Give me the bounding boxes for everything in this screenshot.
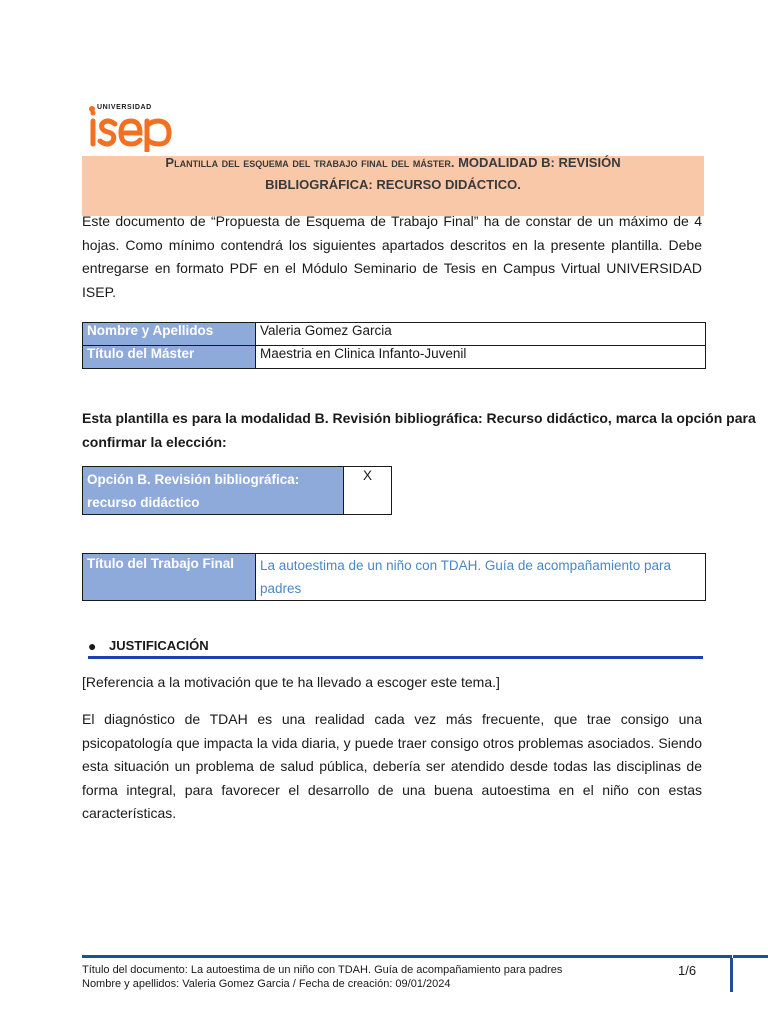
- footer-rule: [82, 955, 732, 958]
- name-label: Nombre y Apellidos: [83, 323, 256, 346]
- banner-title-line2: BIBLIOGRÁFICA: RECURSO DIDÁCTICO.: [265, 177, 521, 192]
- name-value: Valeria Gomez Garcia: [256, 323, 706, 346]
- option-b-checkbox[interactable]: X: [344, 467, 392, 515]
- table-row: [83, 346, 706, 369]
- isep-logo: [89, 104, 189, 152]
- intro-paragraph: Este documento de “Propuesta de Esquema de Trabajo Final” ha de constar de un máximo de 4 hojas. Como mínimo contendrá los siguientes apartados descritos en la presente plantilla. Debe entregarse en formato PDF en el Módulo Seminario de Tesis en Campus Virtual UNIVERSIDAD ISEP.: [82, 213, 702, 300]
- footer-author-date: Nombre y apellidos: Valeria Gomez Garcia / Fecha de creación: 09/01/2024: [82, 978, 451, 990]
- banner-modality-text: MODALIDAD B: REVISIÓN: [458, 155, 621, 170]
- modality-note: Esta plantilla es para la modalidad B. Revisión bibliográfica: Recurso didáctico, marca la opción para confirmar la elección:: [82, 410, 756, 450]
- table-row: [83, 554, 706, 601]
- bullet-icon: ●: [88, 638, 97, 654]
- table-row: [83, 467, 392, 515]
- student-info-table: [82, 322, 706, 369]
- footer-doc-title: Título del documento: La autoestima de un niño con TDAH. Guía de acompañamiento para padres: [82, 964, 563, 976]
- final-title-label: Título del Trabajo Final: [83, 554, 256, 601]
- table-row: [83, 323, 706, 346]
- reference-note: [Referencia a la motivación que te ha llevado a escoger este tema.]: [82, 674, 500, 690]
- final-title-value: La autoestima de un niño con TDAH. Guía de acompañamiento para padres: [256, 554, 706, 601]
- banner-dot: .: [450, 155, 459, 170]
- footer-vertical-rule: [730, 958, 733, 992]
- page-number: 1/6: [678, 963, 697, 978]
- footer-rule-right: [733, 955, 768, 958]
- banner-title-line1: [82, 156, 704, 170]
- section-heading: JUSTIFICACIÓN: [109, 638, 209, 653]
- footer-text: [82, 963, 562, 991]
- justification-paragraph: El diagnóstico de TDAH es una realidad cada vez más frecuente, que trae consigo una psicopatología que impacta la vida diaria, y puede traer consigo otros problemas asociados. Siendo esta situación un problema de salud pública, debería ser atendido desde todas las disciplinas de forma integral, para favorecer el desarrollo de una buena autoestima en el niño con estas características.: [82, 711, 702, 821]
- heading-underline: [88, 656, 703, 659]
- master-label: Título del Máster: [83, 346, 256, 369]
- option-table: [82, 466, 392, 515]
- logo-university-text: UNIVERSIDAD: [97, 104, 152, 111]
- master-value: Maestria en Clinica Infanto-Juvenil: [256, 346, 706, 369]
- template-banner: [82, 156, 704, 216]
- option-b-label: Opción B. Revisión bibliográfica: recurso didáctico: [83, 467, 344, 515]
- final-title-table: [82, 553, 706, 601]
- banner-smallcaps-text: Plantilla del esquema del trabajo final del máster: [165, 155, 451, 170]
